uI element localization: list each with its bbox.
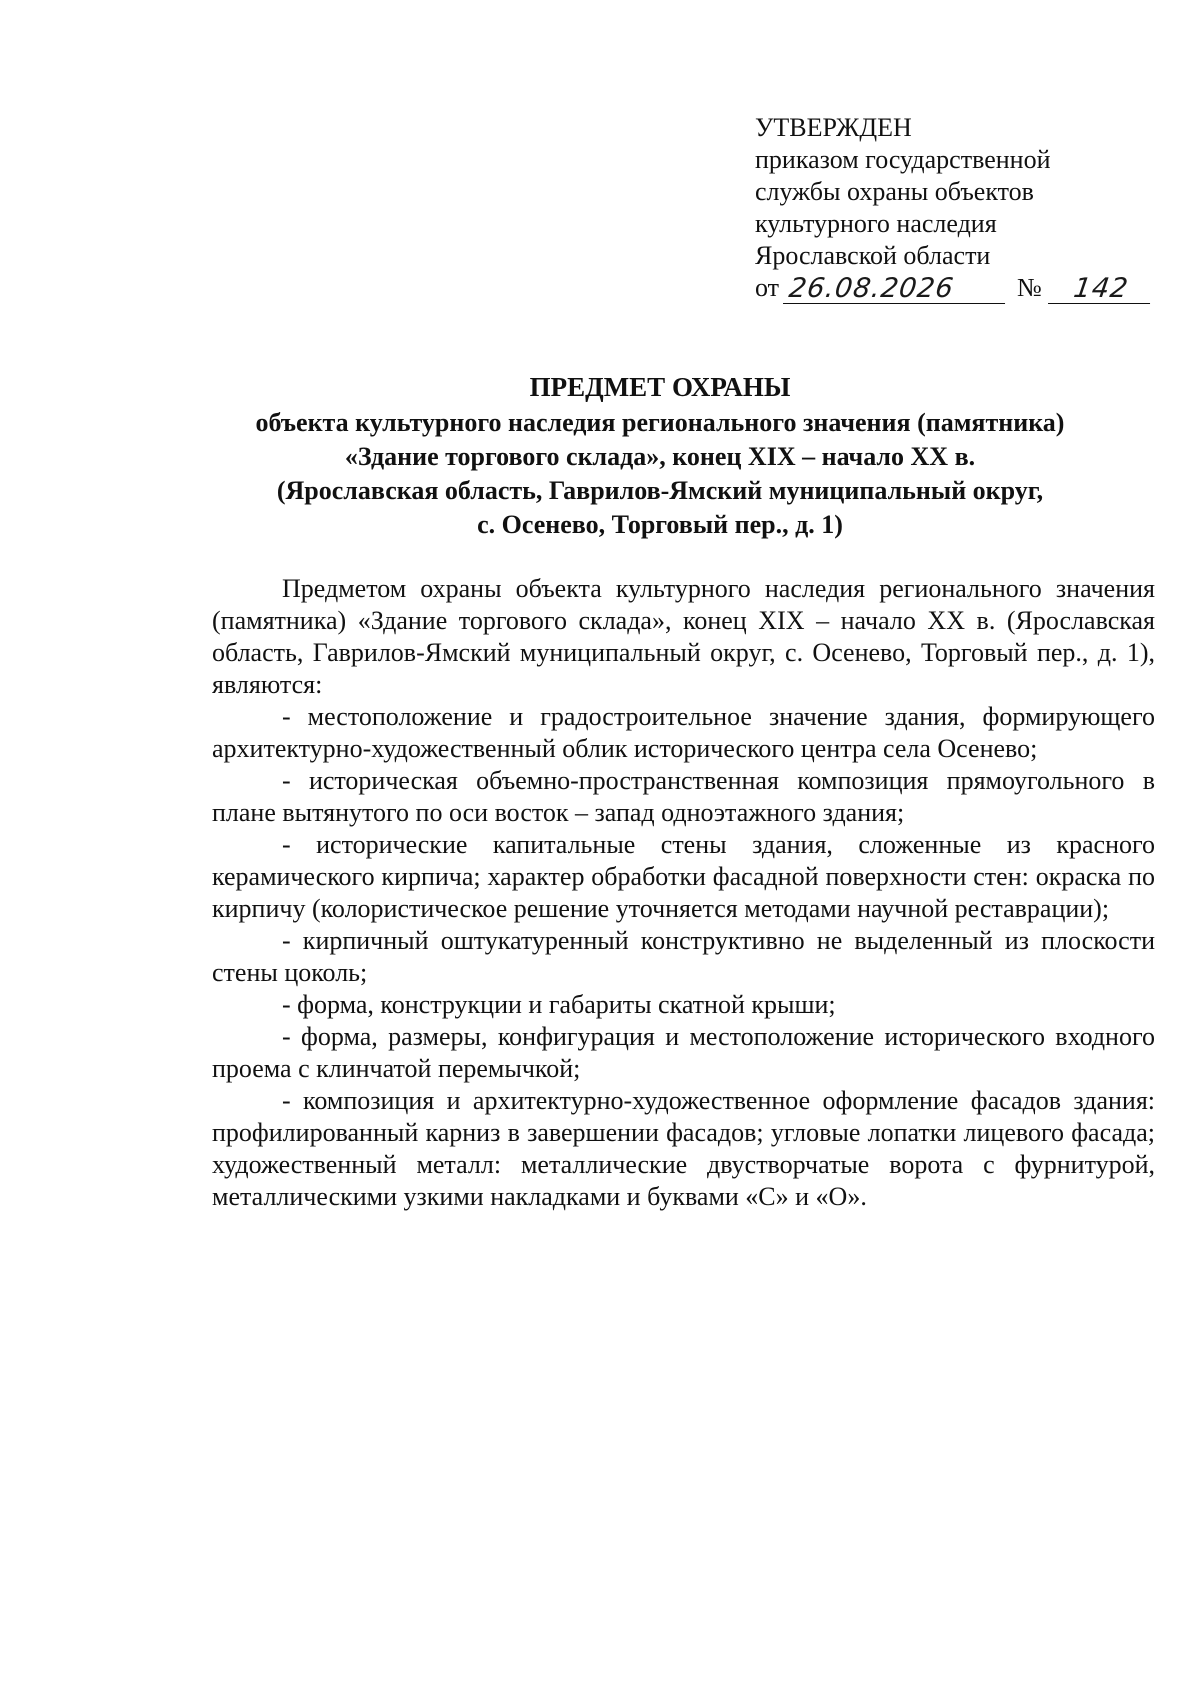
protection-item: - местоположение и градостроительное значение здания, формирующего архитектурно-художественный облик исторического центра села Осенево; (212, 702, 1155, 763)
approval-block (755, 112, 1175, 304)
protection-item: - форма, размеры, конфигурация и местоположение исторического входного проема с клинчатой перемычкой; (212, 1022, 1155, 1083)
approval-line: приказом государственной (755, 145, 1051, 174)
date-label: от (755, 273, 780, 302)
protection-item: - кирпичный оштукатуренный конструктивно не выделенный из плоскости стены цоколь; (212, 926, 1155, 987)
approval-title: УТВЕРЖДЕН (755, 113, 912, 142)
document-body (212, 573, 1155, 1213)
number-label: № (1017, 273, 1042, 302)
handwritten-number: 142 (1048, 275, 1154, 304)
protection-item: - историческая объемно-пространственная композиция прямоугольного в плане вытянутого по оси восток – запад одноэтажного здания; (212, 766, 1155, 827)
protection-item: - форма, конструкции и габариты скатной крыши; (282, 990, 836, 1019)
handwritten-date: 26.08.2026 (783, 275, 1009, 304)
document-title: ПРЕДМЕТ ОХРАНЫ (529, 372, 791, 402)
approval-line: Ярославской области (755, 241, 991, 270)
document-heading (210, 370, 1110, 542)
protection-item: - композиция и архитектурно-художественное оформление фасадов здания: профилированный карниз в завершении фасадов; угловые лопатки лицевого фасада; художественный металл: металлические двустворчатые ворота с фурнитурой, металлическими узкими накладками и буквами «С» и «О». (212, 1086, 1155, 1211)
heading-line: «Здание торгового склада», конец XIX – начало XX в. (344, 442, 976, 471)
heading-line: объекта культурного наследия регионального значения (памятника) (255, 408, 1065, 437)
heading-line: с. Осенево, Торговый пер., д. 1) (477, 510, 843, 539)
protection-item: - исторические капитальные стены здания, сложенные из красного керамического кирпича; характер обработки фасадной поверхности стен: окраска по кирпичу (колористическое решение уточняется методами научной реставрации); (212, 830, 1155, 923)
approval-line: культурного наследия (755, 209, 997, 238)
approval-line: службы охраны объектов (755, 177, 1034, 206)
heading-line: (Ярославская область, Гаврилов-Ямский муниципальный округ, (276, 476, 1044, 505)
approval-date-number-line (755, 272, 1175, 304)
intro-paragraph: Предметом охраны объекта культурного наследия регионального значения (памятника) «Здание торгового склада», конец XIX – начало XX в. (Ярославская область, Гаврилов-Ямский муниципальный округ, с. Осенево, Торговый пер., д. 1), являются: (212, 574, 1156, 699)
